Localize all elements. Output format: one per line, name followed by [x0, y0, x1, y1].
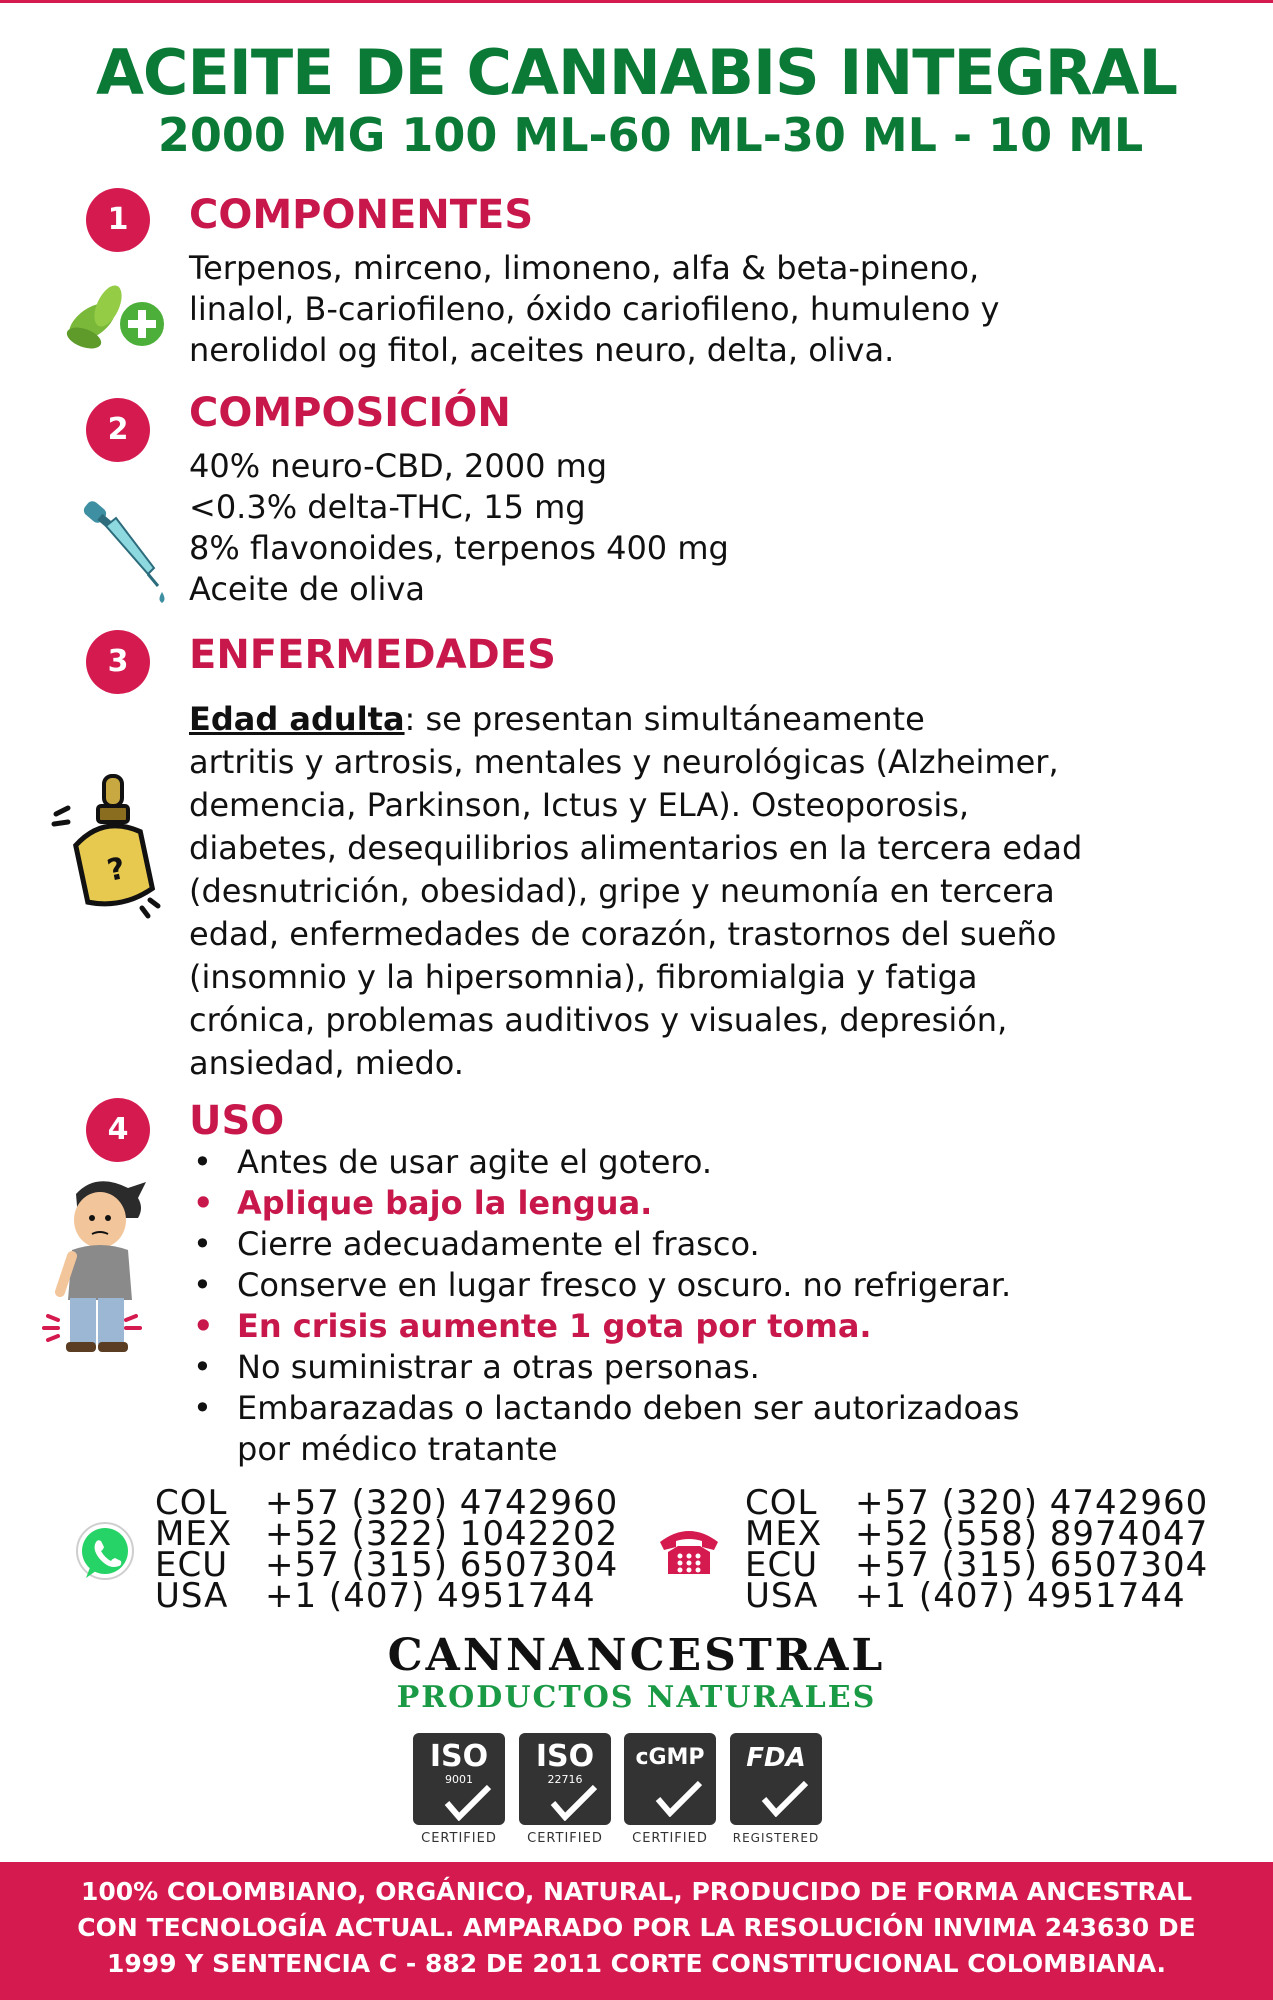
section-3-line: artritis y artrosis, mentales y neurológicas (Alzheimer,	[189, 743, 1059, 781]
list-item: • Antes de usar agite el gotero.	[193, 1143, 713, 1181]
section-2-body	[189, 446, 729, 610]
cert-caption: CERTIFIED	[421, 1831, 497, 1846]
section-1-body	[189, 248, 999, 371]
section-3-line: demencia, Parkinson, Ictus y ELA). Osteoporosis,	[189, 786, 970, 824]
fda-badge: FDA	[730, 1733, 822, 1825]
list-item: • No suministrar a otras personas.	[193, 1348, 760, 1386]
checkmark-icon	[760, 1781, 810, 1817]
section-1-line: linalol, B-cariofileno, óxido cariofileno, humuleno y	[189, 290, 1000, 328]
iso-9001-badge: ISO 9001	[413, 1733, 505, 1825]
contact-row: USA +1 (407) 4951744	[155, 1576, 596, 1616]
section-3-line: (desnutrición, obesidad), gripe y neumonía en tercera	[189, 872, 1055, 910]
section-3-line: diabetes, desequilibrios alimentarios en la tercera edad	[189, 829, 1083, 867]
section-2-line: 40% neuro-CBD, 2000 mg	[189, 447, 608, 485]
iso-22716-badge: ISO 22716	[519, 1733, 611, 1825]
man-knee-pain-icon	[36, 1176, 164, 1360]
section-4-number: 4	[86, 1098, 150, 1162]
page-subtitle: 2000 MG 100 ML-60 ML-30 ML - 10 ML	[157, 108, 1144, 162]
checkmark-icon	[654, 1781, 704, 1817]
section-3-line: crónica, problemas auditivos y visuales, depresión,	[189, 1001, 1008, 1039]
phone-numbers	[745, 1483, 1209, 1616]
usage-list	[189, 1142, 1019, 1470]
section-3-line: (insomnio y la hipersomnia), fibromialgia y fatiga	[189, 958, 978, 996]
brand-name: CANNANCESTRAL	[387, 1630, 886, 1681]
section-3-number: 3	[86, 630, 150, 694]
footer-line: 100% COLOMBIANO, ORGÁNICO, NATURAL, PRODUCIDO DE FORMA ANCESTRAL	[80, 1877, 1193, 1906]
whatsapp-numbers	[155, 1483, 619, 1616]
footer-line: CON TECNOLOGÍA ACTUAL. AMPARADO POR LA RESOLUCIÓN INVIMA 243630 DE	[77, 1913, 1196, 1942]
footer-line: 1999 Y SENTENCIA C - 882 DE 2011 CORTE CONSTITUCIONAL COLOMBIANA.	[107, 1949, 1166, 1978]
contact-row: COL +57 (320) 4742960	[745, 1483, 1209, 1523]
section-3-lead: Edad adulta	[189, 700, 405, 738]
oil-bottle-question-icon	[50, 772, 166, 920]
section-2-title: COMPOSICIÓN	[189, 390, 511, 436]
telephone-icon	[656, 1524, 722, 1580]
section-3-line: edad, enfermedades de corazón, trastornos del sueño	[189, 915, 1057, 953]
brand-tagline: PRODUCTOS NATURALES	[396, 1680, 877, 1715]
contact-row: MEX +52 (322) 1042202	[155, 1514, 619, 1554]
svg-text:?: ?	[104, 851, 129, 889]
checkmark-icon	[549, 1785, 599, 1821]
contact-row: USA +1 (407) 4951744	[745, 1576, 1186, 1616]
section-2-line: 8% flavonoides, terpenos 400 mg	[189, 529, 729, 567]
section-2-number: 2	[86, 398, 150, 462]
contact-row: MEX +52 (558) 8974047	[745, 1514, 1209, 1554]
cgmp-badge: cGMP	[624, 1733, 716, 1825]
top-border	[0, 0, 1273, 3]
section-3-line: ansiedad, miedo.	[189, 1044, 464, 1082]
list-item: • Cierre adecuadamente el frasco.	[193, 1225, 760, 1263]
section-3-body	[189, 698, 1082, 1085]
section-1-line: Terpenos, mirceno, limoneno, alfa & beta-pineno,	[189, 249, 980, 287]
checkmark-icon	[443, 1785, 493, 1821]
section-3-title: ENFERMEDADES	[189, 632, 556, 678]
section-1-number: 1	[86, 188, 150, 252]
footer-banner	[0, 1862, 1273, 2000]
cert-caption: CERTIFIED	[527, 1831, 603, 1846]
cert-caption: REGISTERED	[732, 1831, 820, 1845]
dropper-icon	[82, 500, 172, 606]
whatsapp-icon	[72, 1520, 138, 1586]
contact-row: COL +57 (320) 4742960	[155, 1483, 619, 1523]
section-2-line: <0.3% delta-THC, 15 mg	[189, 488, 586, 526]
leaf-plus-icon	[62, 280, 170, 364]
cert-caption: CERTIFIED	[632, 1831, 708, 1846]
section-2-line: Aceite de oliva	[189, 570, 425, 608]
list-item: • En crisis aumente 1 gota por toma.	[193, 1307, 872, 1345]
section-1-line: nerolidol og fitol, aceites neuro, delta, oliva.	[189, 331, 895, 369]
section-4-title: USO	[189, 1098, 285, 1144]
list-item: • Embarazadas o lactando deben ser autorizadoas	[193, 1389, 1020, 1427]
list-item: • Aplique bajo la lengua.	[193, 1184, 653, 1222]
page-title: ACEITE DE CANNABIS INTEGRAL	[95, 36, 1178, 109]
contact-row: ECU +57 (315) 6507304	[155, 1545, 619, 1585]
list-item: por médico tratante	[237, 1430, 558, 1468]
list-item: • Conserve en lugar fresco y oscuro. no refrigerar.	[193, 1266, 1012, 1304]
contact-row: ECU +57 (315) 6507304	[745, 1545, 1209, 1585]
section-3-lead-rest: : se presentan simultáneamente	[404, 700, 925, 738]
section-1-title: COMPONENTES	[189, 192, 534, 238]
